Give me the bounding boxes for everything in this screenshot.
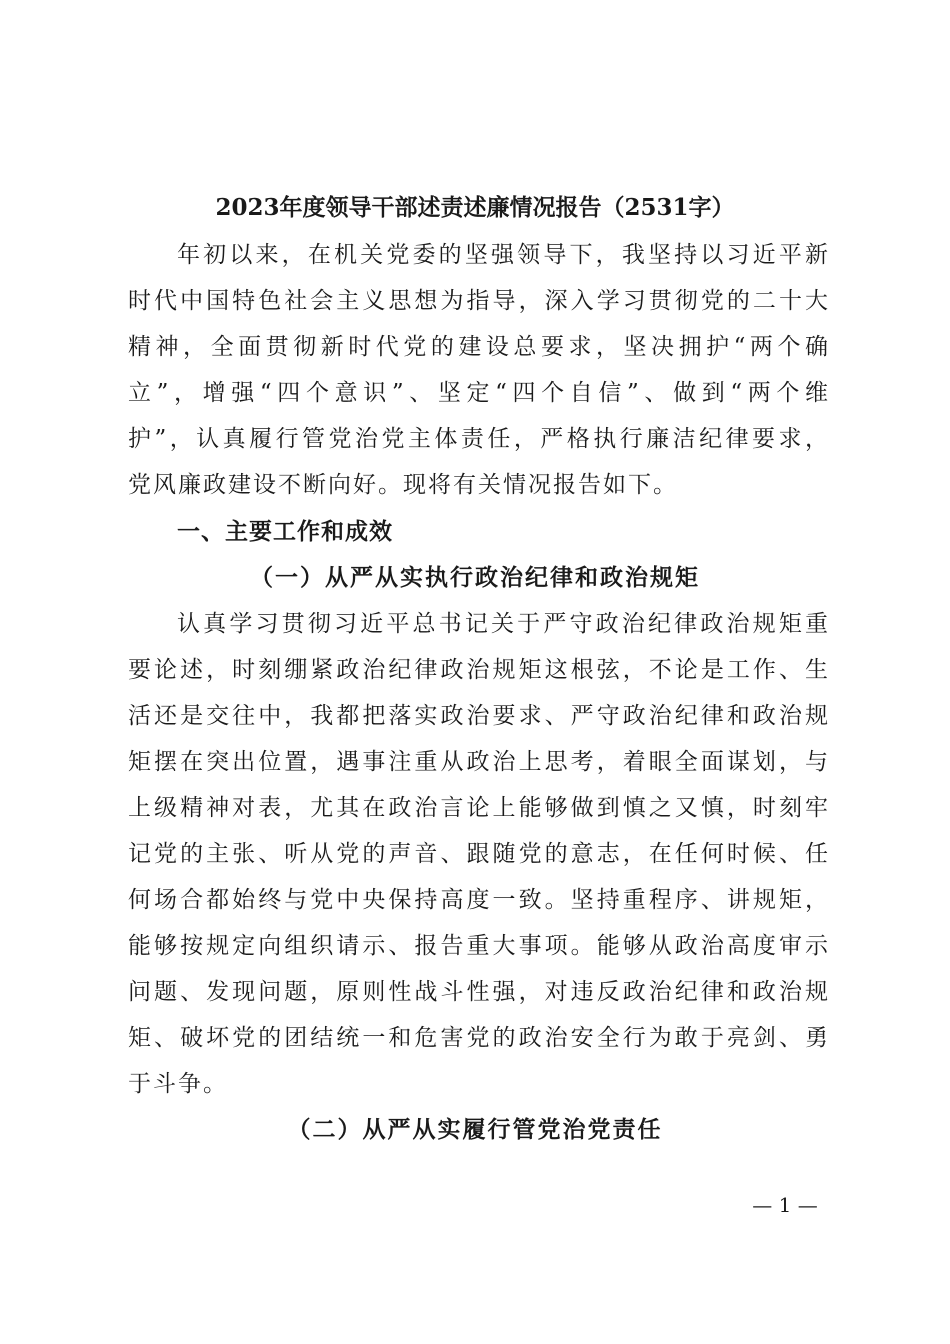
page-number: — 1 — — [752, 1193, 818, 1217]
paragraph-line: 记党的主张、听从党的声音、跟随党的意志，在任何时候、任 — [128, 841, 828, 867]
paragraph-line: 何场合都始终与党中央保持高度一致。坚持重程序、讲规矩， — [128, 887, 828, 913]
paragraph-line: 立”，增强“四个意识”、坚定“四个自信”、做到“两个维 — [128, 380, 828, 406]
paragraph-line: 精神，全面贯彻新时代党的建设总要求，坚决拥护“两个确 — [128, 334, 828, 360]
paragraph-line: 认真学习贯彻习近平总书记关于严守政治纪律政治规矩重 — [177, 611, 828, 637]
paragraph-line: 护”，认真履行管党治党主体责任，严格执行廉洁纪律要求， — [128, 426, 828, 452]
document-title: 2023年度领导干部述责述廉情况报告（2531字） — [215, 194, 735, 221]
paragraph-line: 年初以来，在机关党委的坚强领导下，我坚持以习近平新 — [177, 242, 828, 268]
subsection-heading: （一）从严从实执行政治纪律和政治规矩 — [250, 564, 700, 591]
section-heading: 一、主要工作和成效 — [177, 518, 393, 545]
subsection-heading: （二）从严从实履行管党治党责任 — [287, 1116, 663, 1143]
paragraph-line: 要论述，时刻绷紧政治纪律政治规矩这根弦，不论是工作、生 — [128, 657, 828, 683]
paragraph-line: 矩、破坏党的团结统一和危害党的政治安全行为敢于亮剑、勇 — [128, 1025, 828, 1051]
paragraph-line: 矩摆在突出位置，遇事注重从政治上思考，着眼全面谋划，与 — [128, 749, 828, 775]
paragraph-line: 党风廉政建设不断向好。现将有关情况报告如下。 — [128, 472, 678, 498]
paragraph-line: 上级精神对表，尤其在政治言论上能够做到慎之又慎，时刻牢 — [128, 795, 828, 821]
paragraph-line: 活还是交往中，我都把落实政治要求、严守政治纪律和政治规 — [128, 703, 828, 729]
paragraph-line: 于斗争。 — [128, 1071, 228, 1097]
paragraph-line: 时代中国特色社会主义思想为指导，深入学习贯彻党的二十大 — [128, 288, 828, 314]
paragraph-line: 能够按规定向组织请示、报告重大事项。能够从政治高度审示 — [128, 933, 828, 959]
paragraph-line: 问题、发现问题，原则性战斗性强，对违反政治纪律和政治规 — [128, 979, 828, 1005]
